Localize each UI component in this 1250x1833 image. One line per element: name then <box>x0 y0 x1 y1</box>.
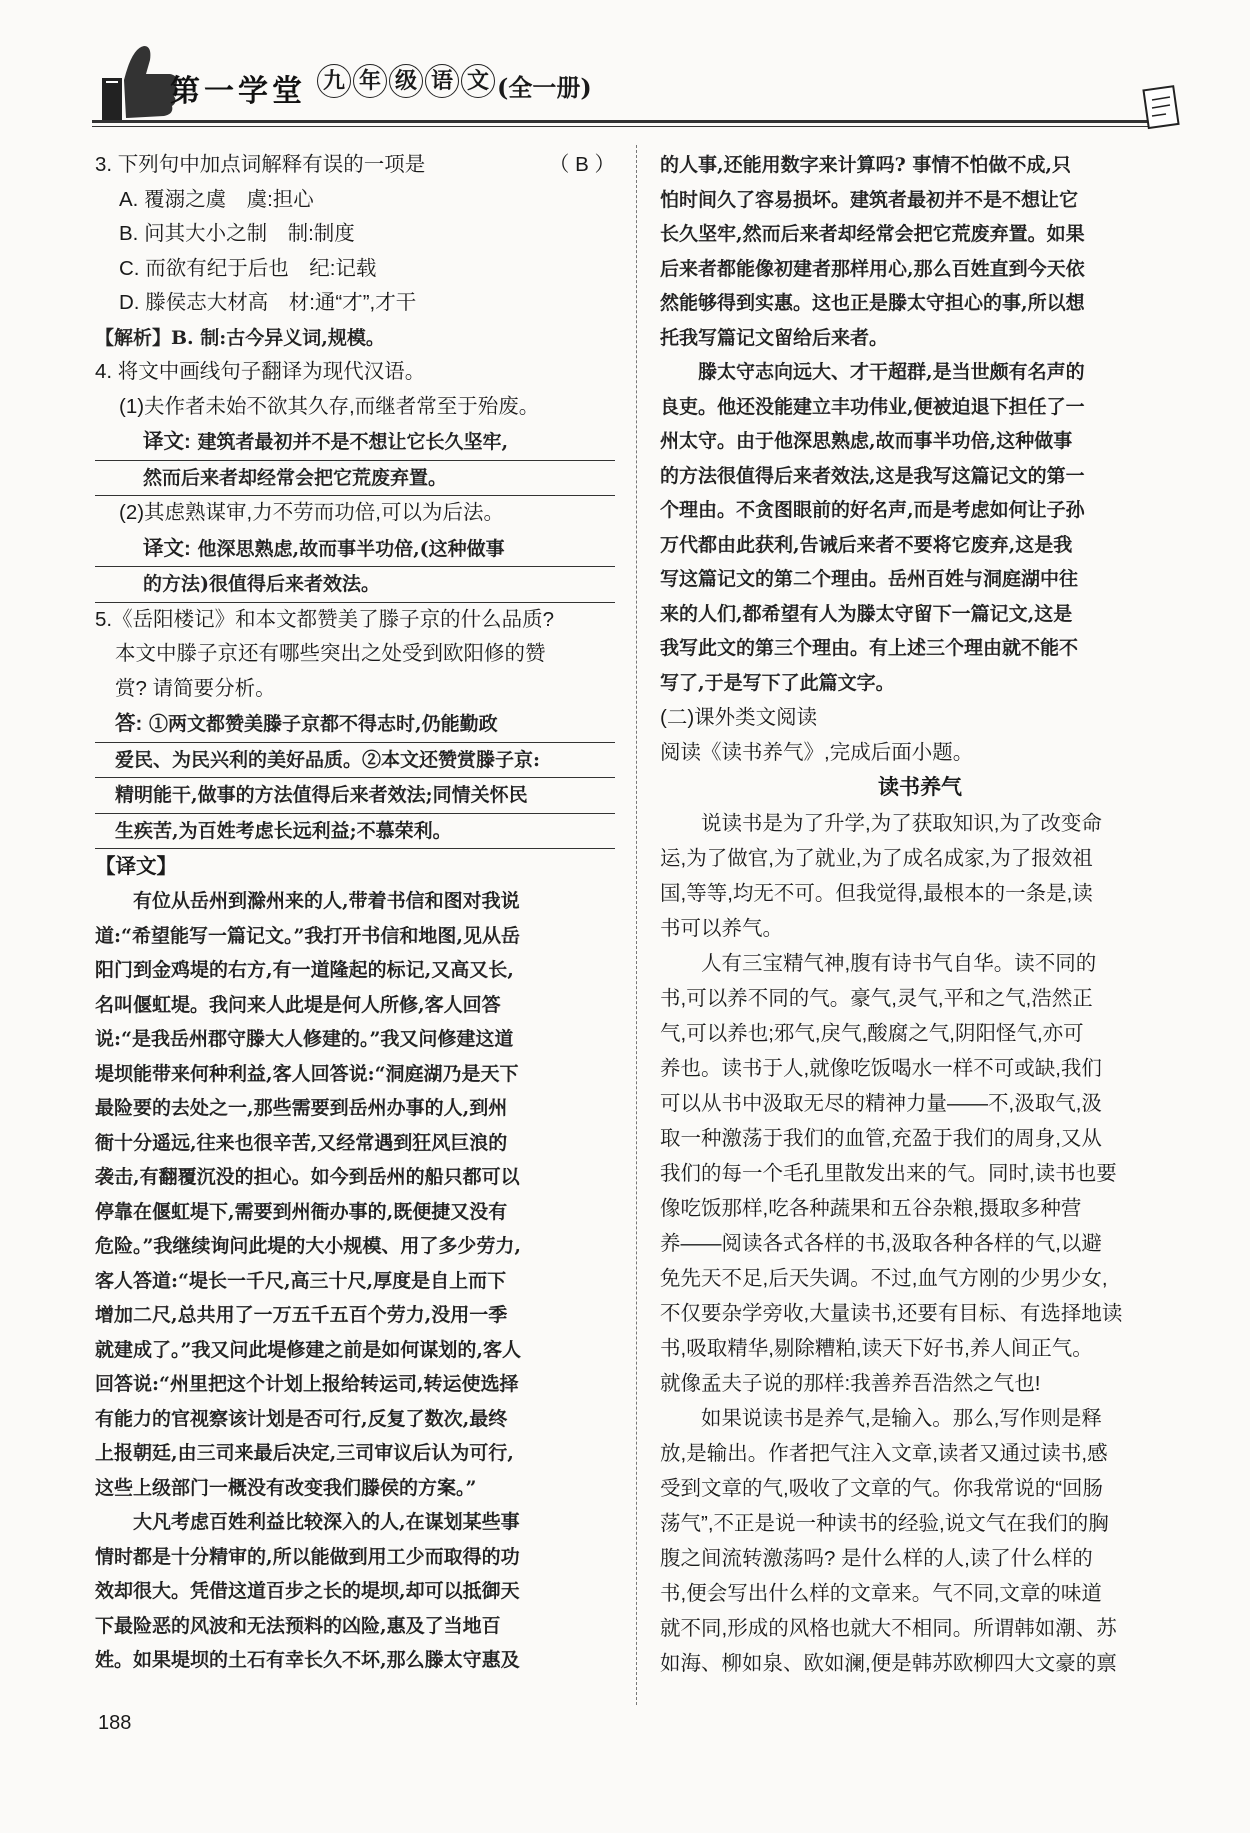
text-line: 有能力的官视察该计划是否可行,反复了数次,最终 <box>95 1407 508 1430</box>
text-line: 人有三宝精气神,腹有诗书气自华。读不同的 <box>701 952 1097 975</box>
text-line: 上报朝廷,由三司来最后决定,三司审议后认为可行, <box>95 1442 514 1464</box>
text-line: 免先天不足,后天失调。不过,血气方刚的少男少女, <box>660 1267 1108 1290</box>
text-line: 回答说:“州里把这个计划上报给转运司,转运使选择 <box>95 1373 519 1395</box>
column-divider <box>636 145 637 1705</box>
text-line: 国,等等,均无不可。但我觉得,最根本的一条是,读 <box>660 882 1093 905</box>
text-line: 大凡考虑百姓利益比较深入的人,在谋划某些事 <box>133 1511 520 1533</box>
text-line: 写了,于是写下了此篇文字。 <box>660 671 895 694</box>
text-line: 养——阅读各式各样的书,汲取各种各样的气,以避 <box>660 1232 1102 1255</box>
text-line: 效却很大。凭借这道百步之长的堤坝,却可以抵御天 <box>95 1580 520 1602</box>
text-line: 写这篇记文的第二个理由。岳州百姓与洞庭湖中往 <box>660 568 1079 590</box>
q4-answer-1-line-2: 然而后来者却经常会把它荒废弃置。 <box>95 461 615 497</box>
text-line: 如海、柳如泉、欧如澜,便是韩苏欧柳四大文豪的禀 <box>660 1652 1117 1675</box>
text-line: 如果说读书是养气,是输入。那么,写作则是释 <box>701 1407 1102 1430</box>
text-line: 像吃饭那样,吃各种蔬果和五谷杂粮,摄取多种营 <box>660 1197 1082 1220</box>
text-line: 就不同,形成的风格也就大不相同。所谓韩如潮、苏 <box>660 1617 1117 1640</box>
q3-explanation: 【解析】B. 制:古今异义词,规模。 <box>95 326 385 349</box>
text-line: 姓。如果堤坝的土石有幸长久不坏,那么滕太守惠及 <box>95 1649 520 1671</box>
text-line: 良吏。他还没能建立丰功伟业,便被迫退下担任了一 <box>660 395 1085 418</box>
article-title: 读书养气 <box>878 776 962 799</box>
text-line: 增加二尺,总共用了一万五千五百个劳力,没用一季 <box>95 1304 508 1326</box>
text-line: 衙十分遥远,往来也很辛苦,又经常遇到狂风巨浪的 <box>95 1131 508 1154</box>
q5-stem-line: 5.《岳阳楼记》和本文都赞美了滕子京的什么品质? <box>95 607 554 631</box>
text-line: 堤坝能带来何种利益,客人回答说:“洞庭湖乃是天下 <box>95 1062 519 1085</box>
q5-answer-line-3: 精明能干,做事的方法值得后来者效法;同情关怀民 <box>95 778 615 814</box>
grade-char: 年 <box>353 64 387 98</box>
text-line: 万代都由此获利,告诫后来者不要将它废弃,这是我 <box>660 533 1073 556</box>
text-line: 最险要的去处之一,那些需要到岳州办事的人,到州 <box>95 1097 508 1119</box>
q3-option: D. 滕侯志大材高 材:通“才”,才干 <box>119 291 417 314</box>
text-line: 放,是输出。作者把气注入文章,读者又通过读书,感 <box>660 1442 1108 1465</box>
q4-sentence-1: (1)夫作者未始不欲其久存,而继者常至于殆废。 <box>119 394 540 418</box>
translation-heading: 【译文】 <box>95 855 177 878</box>
right-column <box>660 148 1180 1681</box>
text-line: 我写此文的第三个理由。有上述三个理由就不能不 <box>660 637 1079 659</box>
text-line: 荡气”,不正是说一种读书的经验,说文气在我们的胸 <box>660 1512 1109 1535</box>
text-line: 道:“希望能写一篇记文。”我打开书信和地图,见从岳 <box>95 924 520 947</box>
text-line: 袭击,有翻覆沉没的担心。如今到岳州的船只都可以 <box>95 1166 520 1188</box>
q3-answer: （ B ） <box>548 153 615 176</box>
text-line: 我们的每一个毛孔里散发出来的气。同时,读书也要 <box>660 1162 1117 1185</box>
answer-label: 答: <box>115 712 143 735</box>
answer-text: ①两文都赞美滕子京都不得志时,仍能勤政 <box>148 713 498 735</box>
edition-label: (全一册) <box>497 73 592 102</box>
text-line: 危险。”我继续询问此堤的大小规模、用了多少劳力, <box>95 1235 522 1257</box>
header-rule <box>92 120 1152 123</box>
translation-label: 译文: <box>143 430 191 453</box>
answer-text: 建筑者最初并不是不想让它长久坚牢, <box>197 431 509 453</box>
q3-stem <box>95 148 615 183</box>
text-line: 客人答道:“堤长一千尺,高三十尺,厚度是自上而下 <box>95 1269 507 1292</box>
q5-answer-line-1 <box>95 706 615 743</box>
q4-answer-1-line-1 <box>95 424 615 461</box>
q3-option: C. 而欲有纪于后也 纪:记载 <box>119 256 377 280</box>
text-line: 名叫偃虹堤。我问来人此堤是何人所修,客人回答 <box>95 993 501 1016</box>
text-line: 滕太守志向远大、才干超群,是当世颇有名声的 <box>698 361 1085 383</box>
text-line: 书可以养气。 <box>660 917 783 940</box>
page-number: 188 <box>98 1712 132 1734</box>
text-line: 说读书是为了升学,为了获取知识,为了改变命 <box>701 812 1102 835</box>
text-line: 书,吸取精华,剔除糟粕,读天下好书,养人间正气。 <box>660 1337 1093 1360</box>
text-line: 养也。读书于人,就像吃饭喝水一样不可或缺,我们 <box>660 1057 1102 1080</box>
brand-title: 第一学堂 <box>170 74 306 109</box>
translation-label: 译文: <box>143 536 191 560</box>
grade-char: 文 <box>461 64 495 98</box>
text-line: 书,便会写出什么样的文章来。气不同,文章的味道 <box>660 1582 1102 1605</box>
text-line: 运,为了做官,为了就业,为了成名成家,为了报效祖 <box>660 847 1093 870</box>
text-line: 不仅要杂学旁收,大量读书,还要有目标、有选择地读 <box>660 1302 1123 1325</box>
text-line: 气,可以养也;邪气,戾气,酸腐之气,阴阳怪气,亦可 <box>660 1022 1084 1045</box>
text-line: 的人事,还能用数字来计算吗? 事情不怕做不成,只 <box>660 154 1071 176</box>
text-line: 有位从岳州到滁州来的人,带着书信和图对我说 <box>133 890 520 912</box>
q3-text: 3. 下列句中加点词解释有误的一项是 <box>95 153 426 176</box>
text-line: 可以从书中汲取无尽的精神力量——不,汲取气,汲 <box>660 1092 1102 1115</box>
left-column <box>95 148 615 1678</box>
q5-stem-line: 赏? 请简要分析。 <box>115 676 276 700</box>
q4-stem: 4. 将文中画线句子翻译为现代汉语。 <box>95 360 426 383</box>
q5-answer-line-4: 生疾苦,为百姓考虑长远利益;不慕荣利。 <box>95 814 615 850</box>
text-line: 书,可以养不同的气。豪气,灵气,平和之气,浩然正 <box>660 987 1093 1010</box>
text-line: 然能够得到实惠。这也正是滕太守担心的事,所以想 <box>660 292 1085 314</box>
text-line: 停靠在偃虹堤下,需要到州衙办事的,既便捷又没有 <box>95 1200 508 1223</box>
page-header <box>92 28 1182 128</box>
notebook-icon <box>1142 84 1182 130</box>
q4-answer-2-line-2: 的方法)很值得后来者效法。 <box>95 567 615 603</box>
grade-char: 九 <box>317 64 351 98</box>
text-line: 说:“是我岳州郡守滕大人修建的。”我又问修建这道 <box>95 1028 514 1050</box>
thumbs-up-icon <box>92 38 182 124</box>
header-rule-thin <box>92 126 1152 127</box>
text-line: 怕时间久了容易损坏。建筑者最初并不是不想让它 <box>660 188 1079 211</box>
text-line: 下最险恶的风波和无法预料的凶险,惠及了当地百 <box>95 1614 501 1637</box>
text-line: 受到文章的气,吸收了文章的气。你我常说的“回肠 <box>660 1477 1104 1500</box>
q5-answer-line-2: 爱民、为民兴利的美好品质。②本文还赞赏滕子京: <box>95 743 615 779</box>
text-line: 就建成了。”我又问此堤修建之前是如何谋划的,客人 <box>95 1338 522 1361</box>
q5-stem-line: 本文中滕子京还有哪些突出之处受到欧阳修的赞 <box>115 642 546 665</box>
text-line: 的方法很值得后来者效法,这是我写这篇记文的第一 <box>660 464 1085 487</box>
q3-option: A. 覆溺之虞 虞:担心 <box>119 187 314 211</box>
translation-body <box>95 884 615 1678</box>
text-line: 情时都是十分精审的,所以能做到用工少而取得的功 <box>95 1545 520 1568</box>
article-body <box>660 806 1180 1681</box>
reading-instruction: 阅读《读书养气》,完成后面小题。 <box>660 741 974 764</box>
answer-text: 他深思熟虑,故而事半功倍,(这种做事 <box>197 537 505 560</box>
text-line: 个理由。不贪图眼前的好名声,而是考虑如何让子孙 <box>660 499 1085 521</box>
grade-badges <box>317 64 495 98</box>
section-heading: (二)课外类文阅读 <box>660 706 818 729</box>
text-line: 托我写篇记文留给后来者。 <box>660 326 889 349</box>
text-line: 就像孟夫子说的那样:我善养吾浩然之气也! <box>660 1372 1041 1395</box>
text-line: 阳门到金鸡堤的右方,有一道隆起的标记,又高又长, <box>95 959 514 981</box>
text-line: 长久坚牢,然而后来者却经常会把它荒废弃置。如果 <box>660 223 1085 245</box>
translation-continued <box>660 148 1180 700</box>
text-line: 来的人们,都希望有人为滕太守留下一篇记文,这是 <box>660 602 1073 625</box>
text-line: 这些上级部门一概没有改变我们滕侯的方案。” <box>95 1476 477 1499</box>
q3-option: B. 问其大小之制 制:制度 <box>119 222 355 245</box>
grade-char: 级 <box>389 64 423 98</box>
text-line: 州太守。由于他深思熟虑,故而事半功倍,这种做事 <box>660 430 1073 452</box>
grade-char: 语 <box>425 64 459 98</box>
text-line: 后来者都能像初建者那样用心,那么百姓直到今天依 <box>660 257 1085 280</box>
text-line: 取一种激荡于我们的血管,充盈于我们的周身,又从 <box>660 1127 1102 1150</box>
text-line: 腹之间流转激荡吗? 是什么样的人,读了什么样的 <box>660 1547 1093 1570</box>
q4-answer-2-line-1 <box>95 531 615 568</box>
q4-sentence-2: (2)其虑熟谋审,力不劳而功倍,可以为后法。 <box>119 501 504 524</box>
